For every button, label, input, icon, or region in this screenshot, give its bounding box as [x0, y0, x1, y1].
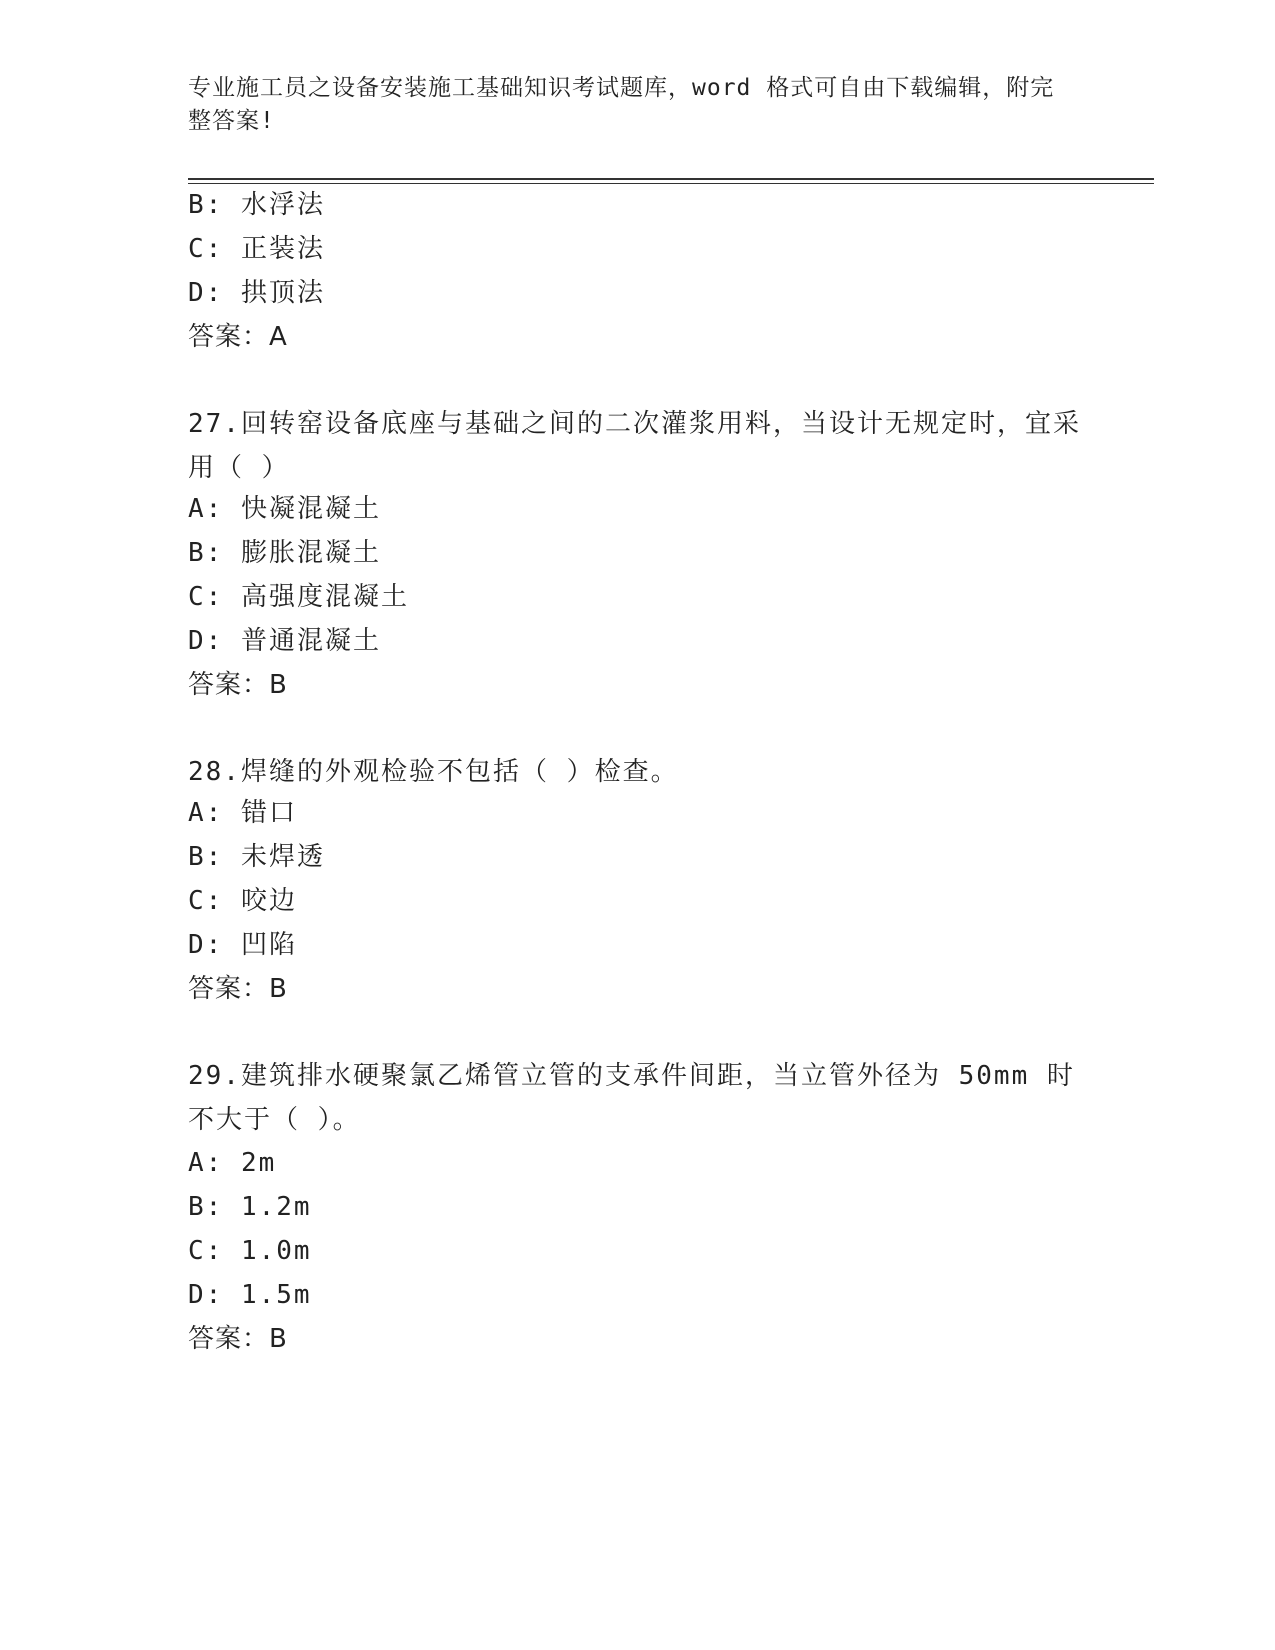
option-c: C: 正装法: [188, 234, 325, 264]
q27-option-a: A: 快凝混凝土: [188, 494, 381, 524]
q29-option-d: D: 1.5m: [188, 1280, 312, 1310]
header-rule-thin: [188, 183, 1154, 184]
q29-option-a: A: 2m: [188, 1148, 277, 1178]
q29-answer: 答案：B: [188, 1324, 288, 1354]
q27-option-d: D: 普通混凝土: [188, 626, 381, 656]
answer-line: 答案：A: [188, 322, 288, 352]
q29-option-c: C: 1.0m: [188, 1236, 312, 1266]
q28-option-a: A: 错口: [188, 798, 297, 828]
option-b: B: 水浮法: [188, 190, 325, 220]
q29-option-b: B: 1.2m: [188, 1192, 312, 1222]
header-rule-thick: [188, 178, 1154, 180]
question-27-text: 27.回转窑设备底座与基础之间的二次灌浆用料，当设计无规定时，宜采用（ ）: [188, 409, 1081, 483]
option-d: D: 拱顶法: [188, 278, 325, 308]
q28-answer: 答案：B: [188, 974, 288, 1004]
q27-answer: 答案：B: [188, 670, 288, 700]
q28-option-c: C: 咬边: [188, 886, 297, 916]
question-29-text: 29.建筑排水硬聚氯乙烯管立管的支承件间距，当立管外径为 50mm 时不大于（ ）。: [188, 1061, 1075, 1135]
q27-option-c: C: 高强度混凝土: [188, 582, 409, 612]
q28-option-d: D: 凹陷: [188, 930, 297, 960]
q28-option-b: B: 未焊透: [188, 842, 325, 872]
q27-option-b: B: 膨胀混凝土: [188, 538, 381, 568]
document-header: 专业施工员之设备安装施工基础知识考试题库，word 格式可自由下载编辑，附完整答案!: [188, 75, 1055, 134]
question-28-text: 28.焊缝的外观检验不包括（ ）检查。: [188, 757, 679, 787]
